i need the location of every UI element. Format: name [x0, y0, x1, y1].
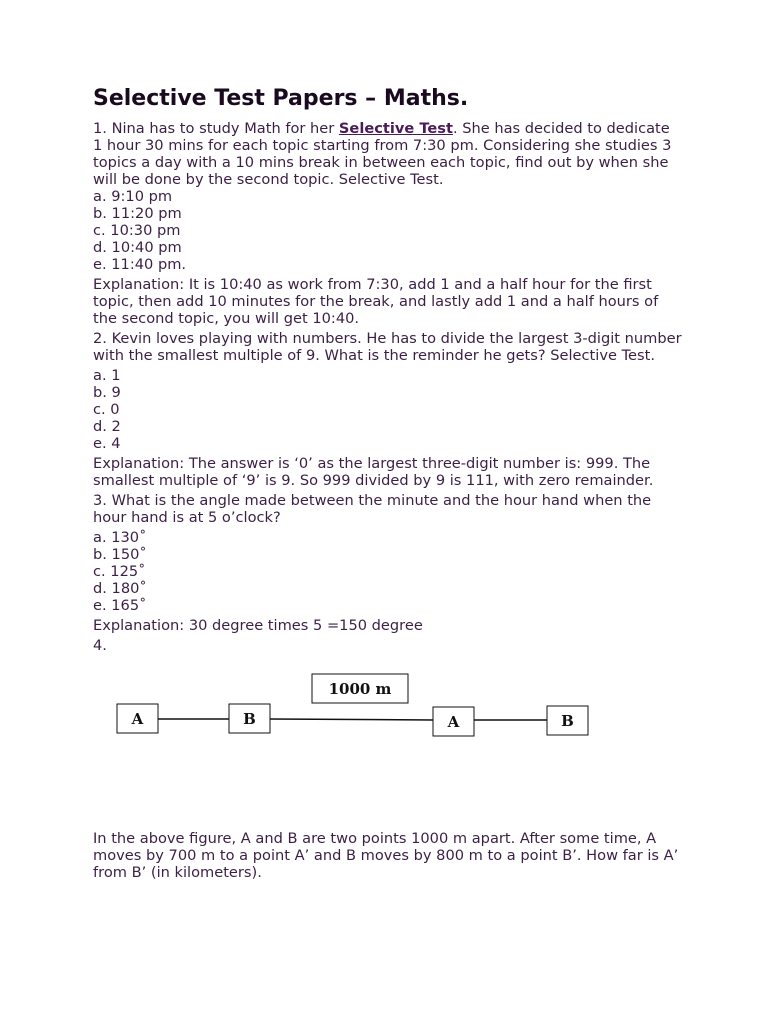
- selective-test-link[interactable]: Selective Test: [338, 120, 453, 137]
- question-3-explanation: Explanation: 30 degree times 5 =150 degree: [93, 617, 423, 634]
- point-a-label: A: [131, 710, 144, 728]
- question-2-explanation: Explanation: The answer is ‘0’ as the largest three-digit number is: 999. The smallest multiple of ‘9’ is 9. So 999 divided by 9 is 111, with zero remainder.: [93, 455, 654, 489]
- option-b: b. 9: [93, 384, 121, 401]
- option-e: e. 4: [93, 435, 121, 452]
- point-b-label: B: [243, 710, 256, 728]
- option-c: c. 10:30 pm: [93, 222, 181, 239]
- connector-line: [270, 719, 433, 720]
- point-b-prime-label: B: [561, 712, 574, 730]
- question-1-text-end: . She has decided to dedicate 1 hour 30 mins for each topic starting from 7:30 pm. Considering she studies 3 topics a day with a 10 mins break in between each topic, find out by when she will be done by the second topic. Selective Test.: [93, 120, 672, 188]
- option-e: e. 165˚: [93, 597, 147, 614]
- question-1-text-start: 1. Nina has to study Math for her: [93, 120, 339, 137]
- option-d: d. 180˚: [93, 580, 147, 597]
- point-a-prime-label: A: [447, 713, 460, 731]
- option-c: c. 0: [93, 401, 120, 418]
- question-2: 2. Kevin loves playing with numbers. He has to divide the largest 3-digit number with the smallest multiple of 9. What is the reminder he gets? Selective Test.: [93, 330, 682, 364]
- question-4: In the above figure, A and B are two points 1000 m apart. After some time, A moves by 700 m to a point A’ and B moves by 800 m to a point B’. How far is A’ from B’ (in kilometers).: [93, 830, 679, 881]
- option-a: a. 1: [93, 367, 121, 384]
- option-b: b. 11:20 pm: [93, 205, 182, 222]
- question-1-explanation: Explanation: It is 10:40 as work from 7:30, add 1 and a half hour for the first topic, then add 10 minutes for the break, and lastly add 1 and a half hours of the second topic, you will get 10:40.: [93, 276, 659, 327]
- option-d: d. 10:40 pm: [93, 239, 182, 256]
- question-1-options: [93, 188, 683, 273]
- option-c: c. 125˚: [93, 563, 146, 580]
- option-d: d. 2: [93, 418, 121, 435]
- question-4-number: 4.: [93, 637, 107, 654]
- question-2-options: [93, 367, 683, 452]
- distance-figure: [93, 660, 683, 830]
- option-a: a. 130˚: [93, 529, 147, 546]
- option-a: a. 9:10 pm: [93, 188, 173, 205]
- option-e: e. 11:40 pm.: [93, 256, 187, 273]
- distance-label: 1000 m: [328, 680, 392, 698]
- question-3-options: [93, 529, 683, 614]
- question-3: 3. What is the angle made between the minute and the hour hand when the hour hand is at 5 o’clock?: [93, 492, 652, 526]
- question-1: [93, 120, 683, 188]
- option-b: b. 150˚: [93, 546, 147, 563]
- page-title: Selective Test Papers – Maths.: [93, 86, 469, 111]
- document-body: [93, 84, 683, 881]
- distance-diagram: [93, 660, 683, 830]
